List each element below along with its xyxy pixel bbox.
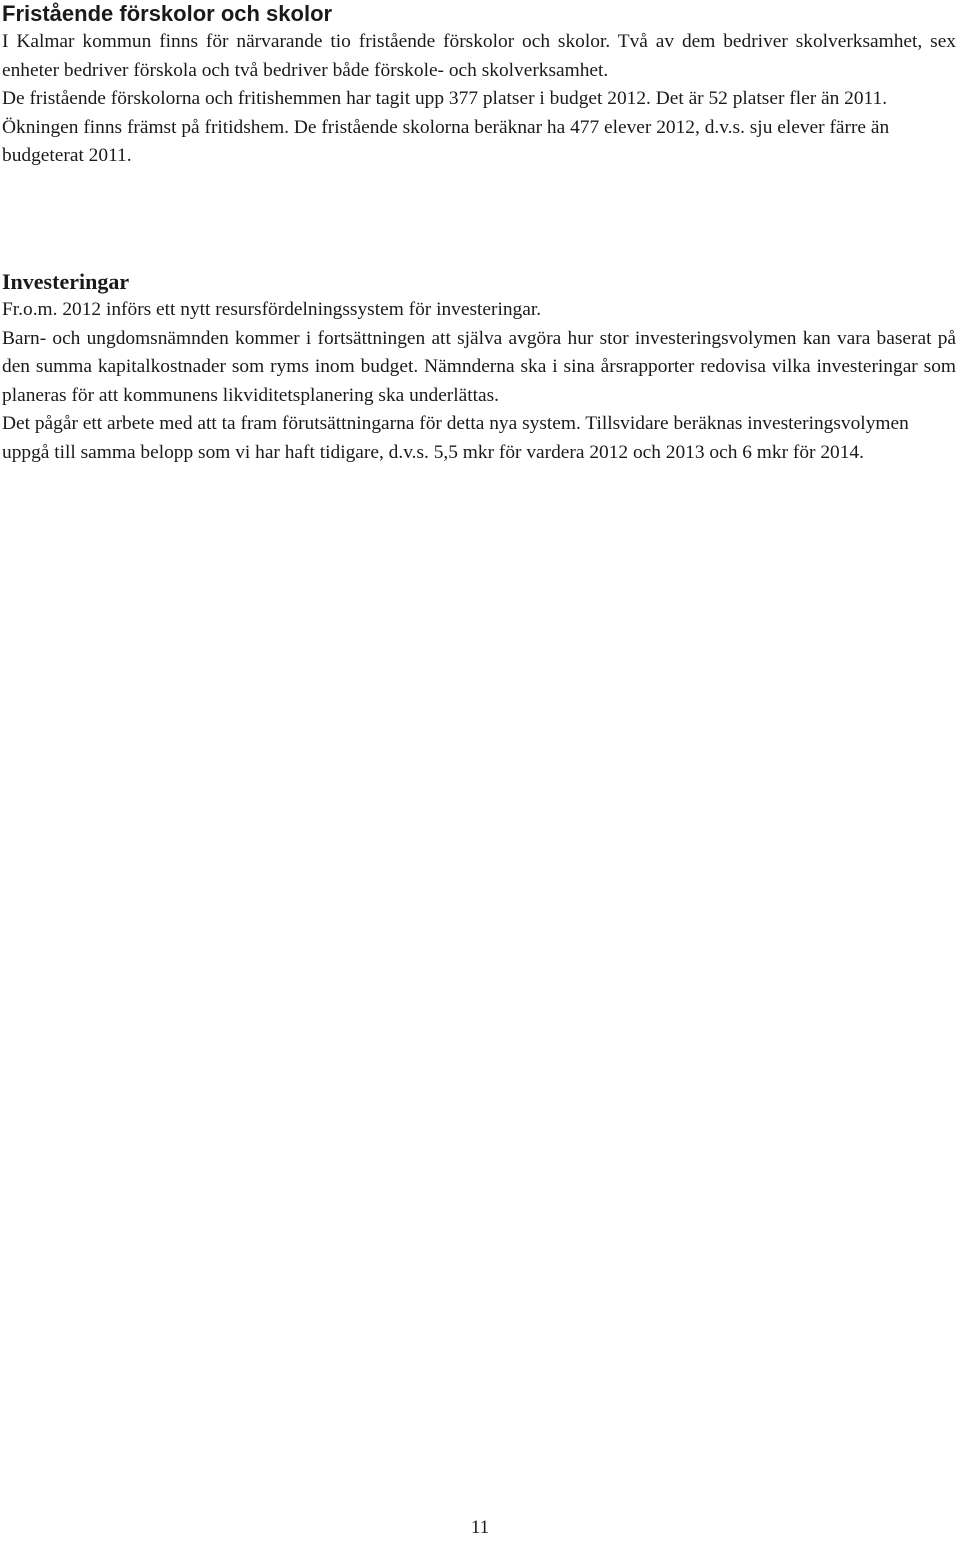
page-number: 11 — [470, 1517, 490, 1538]
section-investeringar — [2, 268, 956, 467]
paragraph: Barn- och ungdomsnämnden kommer i fortsättningen att själva avgöra hur stor investeringsvolymen kan vara baserat på den summa kapitalkostnader som ryms inom budget. Nämnderna ska i sina årsrapporter redovisa vilka investeringar som planeras för att kommunens likviditetsplanering ska underlättas. — [2, 327, 956, 406]
section-fristaende-forskolor — [2, 0, 956, 171]
paragraph: Det pågår ett arbete med att ta fram förutsättningarna för detta nya system. Tillsvidare beräknas investeringsvolymen uppgå till samma belopp som vi har haft tidigare, d.v.s. 5,5 mkr för vardera 2012 och 2013 och 6 mkr för 2014. — [2, 413, 909, 463]
section-heading: Fristående förskolor och skolor — [2, 1, 333, 26]
section-heading: Investeringar — [2, 269, 130, 294]
paragraph: De fristående förskolorna och fritishemmen har tagit upp 377 platser i budget 2012. Det är 52 platser fler än 2011. Ökningen finns främst på fritidshem. De fristående skolorna beräknar ha 477 elever 2012, d.v.s. sju elever färre än budgeterat 2011. — [2, 88, 890, 166]
paragraph: I Kalmar kommun finns för närvarande tio fristående förskolor och skolor. Två av dem bedriver skolverksamhet, sex enheter bedriver förskola och två bedriver både förskole- och skolverksamhet. — [2, 31, 956, 81]
paragraph: Fr.o.m. 2012 införs ett nytt resursfördelningssystem för investeringar. — [2, 299, 542, 320]
